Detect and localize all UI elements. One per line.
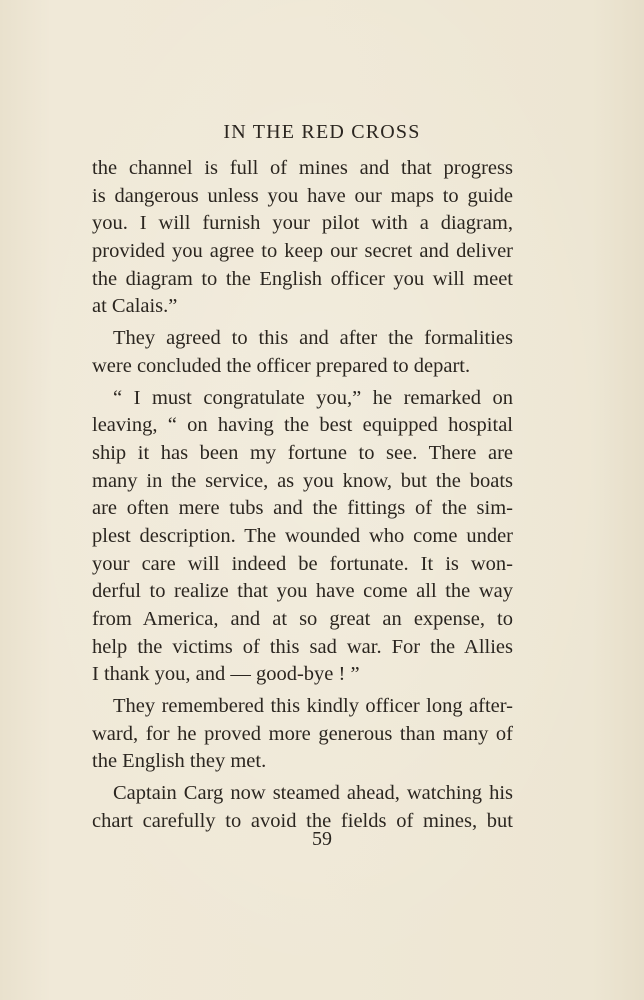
paragraph	[92, 325, 513, 380]
text-line: provided you agree to keep our secret and deliver	[92, 240, 513, 263]
text-line: chart carefully to avoid the fields of mines, but	[92, 809, 513, 832]
text-line: are often mere tubs and the fittings of the sim-	[92, 497, 513, 520]
page-number: 59	[312, 828, 332, 850]
running-head: IN THE RED CROSS	[223, 121, 421, 143]
text-line: ship it has been my fortune to see. There are	[92, 441, 513, 464]
text-line: were concluded the officer prepared to depart.	[92, 354, 471, 377]
text-line: I thank you, and — good-bye ! ”	[92, 663, 360, 686]
text-line: “ I must congratulate you,” he remarked on	[113, 386, 513, 409]
text-line: leaving, “ on having the best equipped hospital	[92, 414, 513, 437]
text-line: derful to realize that you have come all the way	[92, 580, 513, 603]
text-line: help the victims of this sad war. For the Allies	[92, 635, 513, 658]
text-line: you. I will furnish your pilot with a diagram,	[92, 212, 513, 235]
text-line: the diagram to the English officer you will meet	[92, 267, 513, 290]
text-line: is dangerous unless you have our maps to guide	[92, 184, 513, 207]
text-line: many in the service, as you know, but the boats	[92, 469, 513, 492]
paragraph	[92, 385, 513, 690]
text-line: from America, and at so great an expense, to	[92, 608, 513, 630]
text-line: the channel is full of mines and that progress	[92, 157, 513, 179]
text-line: They remembered this kindly officer long after-	[113, 695, 513, 718]
text-line: They agreed to this and after the formalities	[113, 327, 513, 350]
paragraph	[92, 693, 513, 776]
text-line: ward, for he proved more generous than many of	[92, 722, 513, 745]
text-line: at Calais.”	[92, 295, 178, 318]
text-line: your care will indeed be fortunate. It is won-	[92, 552, 513, 575]
body-text	[92, 155, 513, 836]
text-line: plest description. The wounded who come under	[92, 524, 513, 547]
text-line: Captain Carg now steamed ahead, watching his	[113, 782, 513, 805]
text-line: the English they met.	[92, 750, 267, 773]
paragraph	[92, 155, 513, 321]
